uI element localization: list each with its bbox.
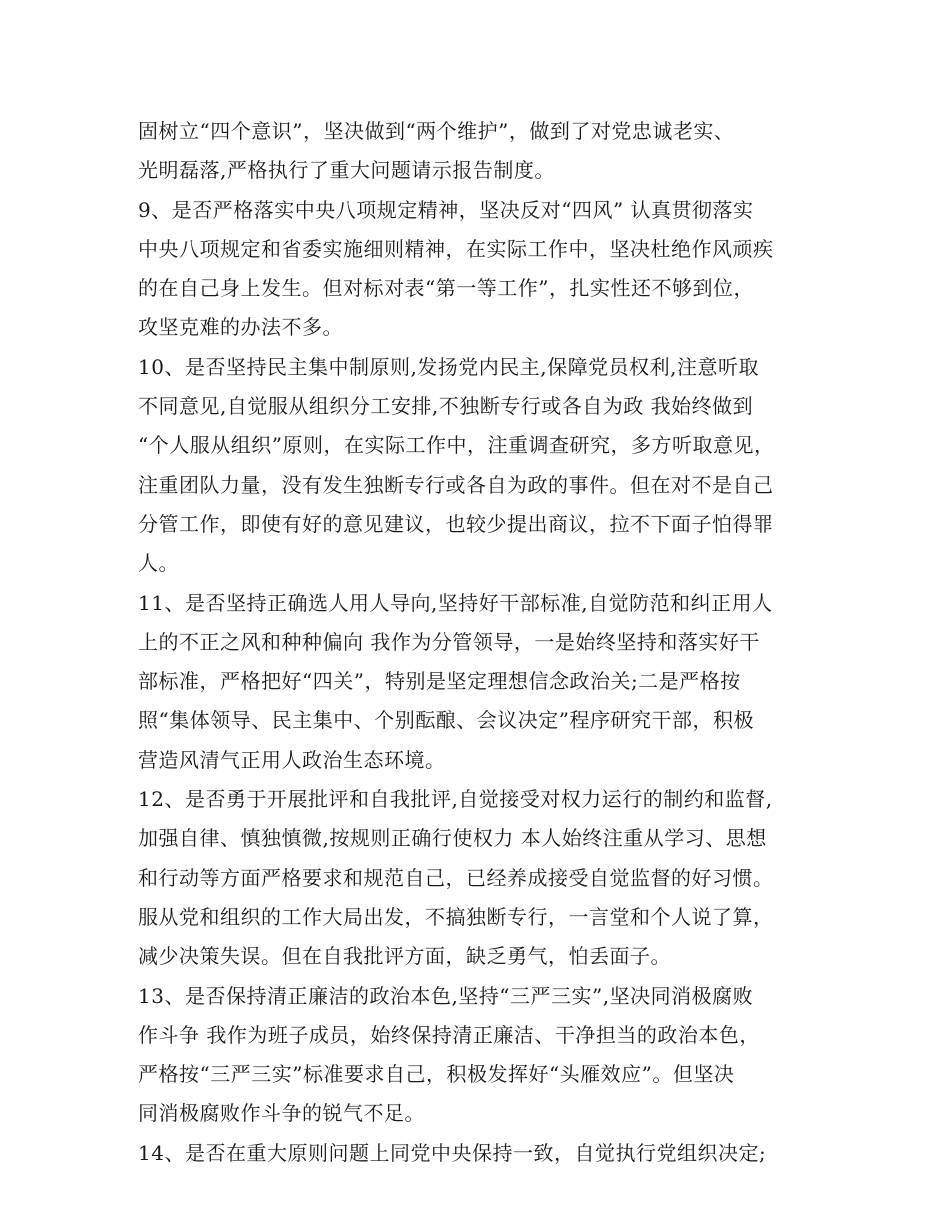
body-text xyxy=(138,112,828,1173)
text-line: 固树立“四个意识”，坚决做到“两个维护”，做到了对党忠诚老实、 xyxy=(138,119,735,143)
text-line: 部标准，严格把好“四关”，特别是坚定理想信念政治关;二是严格按 xyxy=(138,669,741,694)
text-line: 严格按“三严三实”标准要求自己，积极发挥好“头雁效应”。但坚决 xyxy=(138,1062,735,1087)
text-line: 分管工作，即使有好的意见建议，也较少提出商议，拉不下面子怕得罪 xyxy=(138,511,774,536)
text-line: “个人服从组织”原则，在实际工作中，注重调查研究，多方听取意见， xyxy=(138,433,775,458)
text-line: 光明磊落,严格执行了重大问题请示报告制度。 xyxy=(138,158,555,183)
text-line: 的在自己身上发生。但对标对表“第一等工作”，扎实性还不够到位， xyxy=(138,276,754,301)
text-line: 上的不正之风和种种偏向 我作为分管领导，一是始终坚持和落实好干 xyxy=(138,629,760,654)
text-line: 照“集体领导、民主集中、个别酝酿、会议决定”程序研究干部，积极 xyxy=(138,708,754,733)
text-line: 注重团队力量，没有发生独断专行或各自为政的事件。但在对不是自己 xyxy=(138,472,774,497)
text-line: 不同意见,自觉服从组织分工安排,不独断专行或各自为政 我始终做到 xyxy=(138,394,754,419)
text-line: 13、是否保持清正廉洁的政治本色,坚持“三严三实”,坚决同消极腐败 xyxy=(138,983,754,1008)
text-line: 14、是否在重大原则问题上同党中央保持一致，自觉执行党组织决定; xyxy=(138,1140,767,1165)
text-line: 人。 xyxy=(138,551,179,576)
text-line: 同消极腐败作斗争的锐气不足。 xyxy=(138,1101,425,1126)
text-line: 攻坚克难的办法不多。 xyxy=(138,315,343,340)
text-line: 减少决策失误。但在自我批评方面，缺乏勇气，怕丢面子。 xyxy=(138,944,671,969)
text-line: 10、是否坚持民主集中制原则,发扬党内民主,保障党员权利,注意听取 xyxy=(138,354,760,379)
text-line: 11、是否坚持正确选人用人导向,坚持好干部标准,自觉防范和纠正用人 xyxy=(138,590,773,615)
text-line: 中央八项规定和省委实施细则精神，在实际工作中，坚决杜绝作风顽疾 xyxy=(138,236,774,261)
text-line: 加强自律、慎独慎微,按规则正确行使权力 本人始终注重从学习、思想 xyxy=(138,826,767,851)
text-line: 作斗争 我作为班子成员，始终保持清正廉洁、干净担当的政治本色， xyxy=(138,1022,760,1047)
text-line: 12、是否勇于开展批评和自我批评,自觉接受对权力运行的制约和监督, xyxy=(138,787,773,812)
text-line: 9、是否严格落实中央八项规定精神，坚决反对“四风” 认真贯彻落实 xyxy=(138,197,754,222)
text-line: 和行动等方面严格要求和规范自己，已经养成接受自觉监督的好习惯。 xyxy=(138,865,774,890)
text-line: 营造风清气正用人政治生态环境。 xyxy=(138,747,446,772)
text-line: 服从党和组织的工作大局出发，不搞独断专行，一言堂和个人说了算， xyxy=(138,904,774,929)
